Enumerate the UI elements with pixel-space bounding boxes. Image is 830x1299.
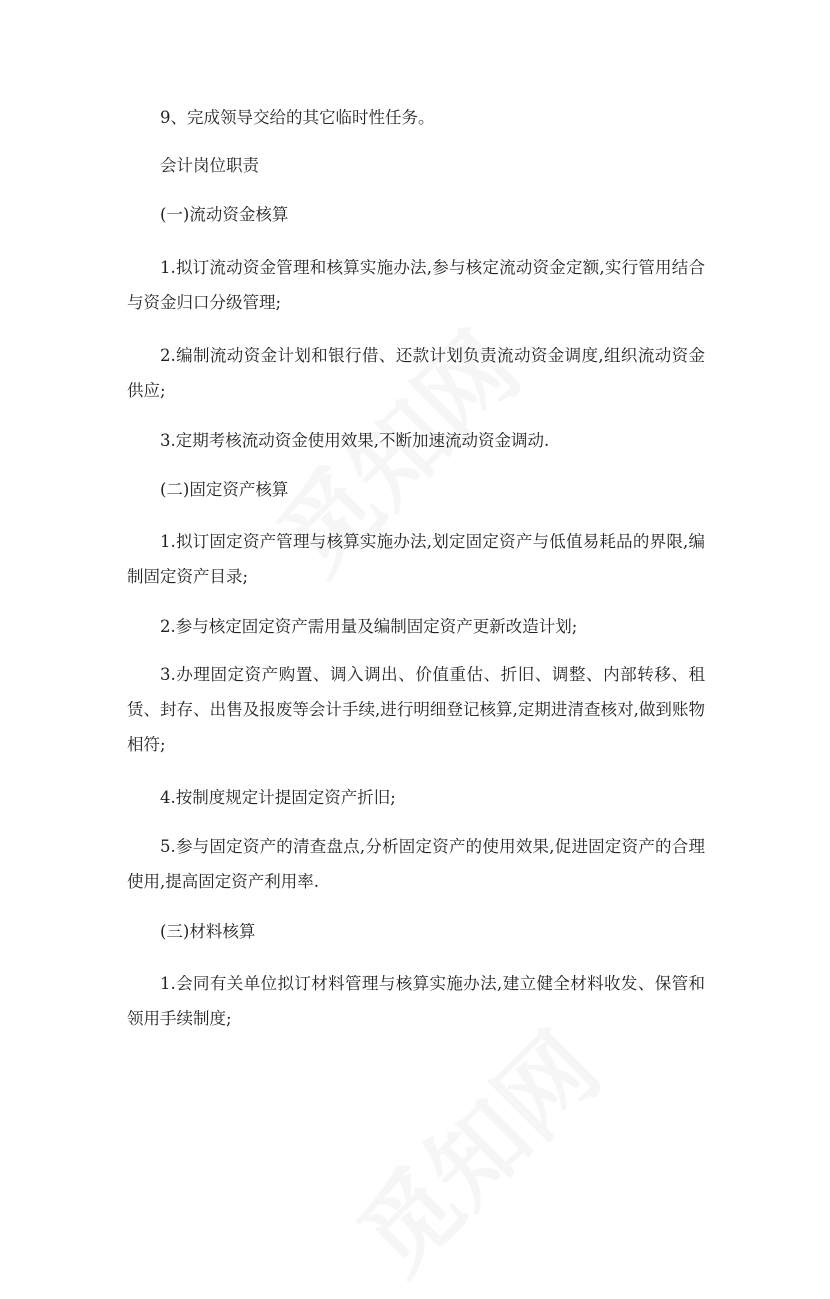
heading-materials: (三)材料核算 bbox=[160, 922, 256, 941]
paragraph-fixed-assets-1: 1.拟订固定资产管理与核算实施办法,划定固定资产与低值易耗品的界限,编制固定资产目录; bbox=[127, 532, 705, 586]
paragraph-materials-1: 1.会同有关单位拟订材料管理与核算实施办法,建立健全材料收发、保管和领用手续制度; bbox=[127, 974, 705, 1028]
paragraph-fixed-assets-5: 5.参与固定资产的清查盘点,分析固定资产的使用效果,促进固定资产的合理使用,提高固定资产利用率. bbox=[127, 837, 705, 891]
section-title-accounting-duties: 会计岗位职责 bbox=[160, 156, 259, 175]
heading-working-capital: (一)流动资金核算 bbox=[160, 205, 289, 224]
paragraph-fixed-assets-3: 3.办理固定资产购置、调入调出、价值重估、折旧、调整、内部转移、租赁、封存、出售及报废等会计手续,进行明细登记核算,定期进清查核对,做到账物相符; bbox=[127, 665, 705, 754]
paragraph-fixed-assets-4: 4.按制度规定计提固定资产折旧; bbox=[160, 788, 396, 807]
watermark bbox=[324, 998, 625, 1299]
paragraph-task-9: 9、完成领导交给的其它临时性任务。 bbox=[160, 108, 435, 127]
paragraph-working-capital-1: 1.拟订流动资金管理和核算实施办法,参与核定流动资金定额,实行管用结合与资金归口分级管理; bbox=[127, 258, 705, 312]
paragraph-working-capital-3: 3.定期考核流动资金使用效果,不断加速流动资金调动. bbox=[160, 431, 550, 450]
paragraph-fixed-assets-2: 2.参与核定固定资产需用量及编制固定资产更新改造计划; bbox=[160, 617, 578, 636]
heading-fixed-assets: (二)固定资产核算 bbox=[160, 480, 289, 499]
paragraph-working-capital-2: 2.编制流动资金计划和银行借、还款计划负责流动资金调度,组织流动资金供应; bbox=[127, 346, 705, 400]
